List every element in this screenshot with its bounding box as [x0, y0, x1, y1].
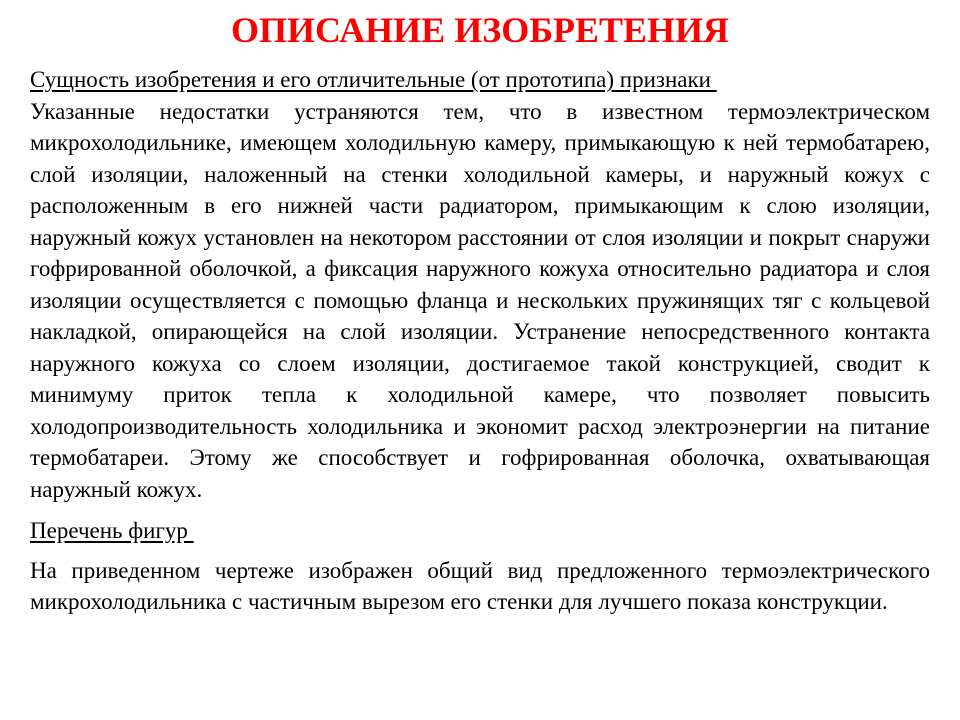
- section-heading-figures: Перечень фигур: [30, 518, 194, 543]
- section-heading-essence: Сущность изобретения и его отличительные (от прототипа) признаки: [30, 67, 717, 92]
- section-body-essence: Указанные недостатки устраняются тем, что в известном термоэлектрическом микрохолодильнике, имеющем холодильную камеру, примыкающую к ней термобатарею, слой изоляции, наложенный на стенки холодильной камеры, и наружный кожух с расположенным в его нижней части радиатором, примыкающим к слою изоляции, наружный кожух установлен на некотором расстоянии от слоя изоляции и покрыт снаружи гофрированной оболочкой, а фиксация наружного кожуха относительно радиатора и слоя изоляции осуществляется с помощью фланца и нескольких пружинящих тяг с кольцевой накладкой, опирающейся на слой изоляции. Устранение непосредственного контакта наружного кожуха со слоем изоляции, достигаемое такой конструкцией, сводит к минимуму приток тепла к холодильной камере, что позволяет повысить холодопроизводительность холодильника и экономит расход электроэнергии на питание термобатареи. Этому же способствует и гофрированная оболочка, охватывающая наружный кожух.: [30, 98, 930, 502]
- section-body-figures: На приведенном чертеже изображен общий вид предложенного термоэлектрического микрохолодильника с частичным вырезом его стенки для лучшего показа конструкции.: [30, 557, 930, 614]
- slide-content: [30, 64, 930, 618]
- spacer: [30, 547, 930, 555]
- spacer: [30, 505, 930, 515]
- slide-title: ОПИСАНИЕ ИЗОБРЕТЕНИЯ: [230, 10, 730, 50]
